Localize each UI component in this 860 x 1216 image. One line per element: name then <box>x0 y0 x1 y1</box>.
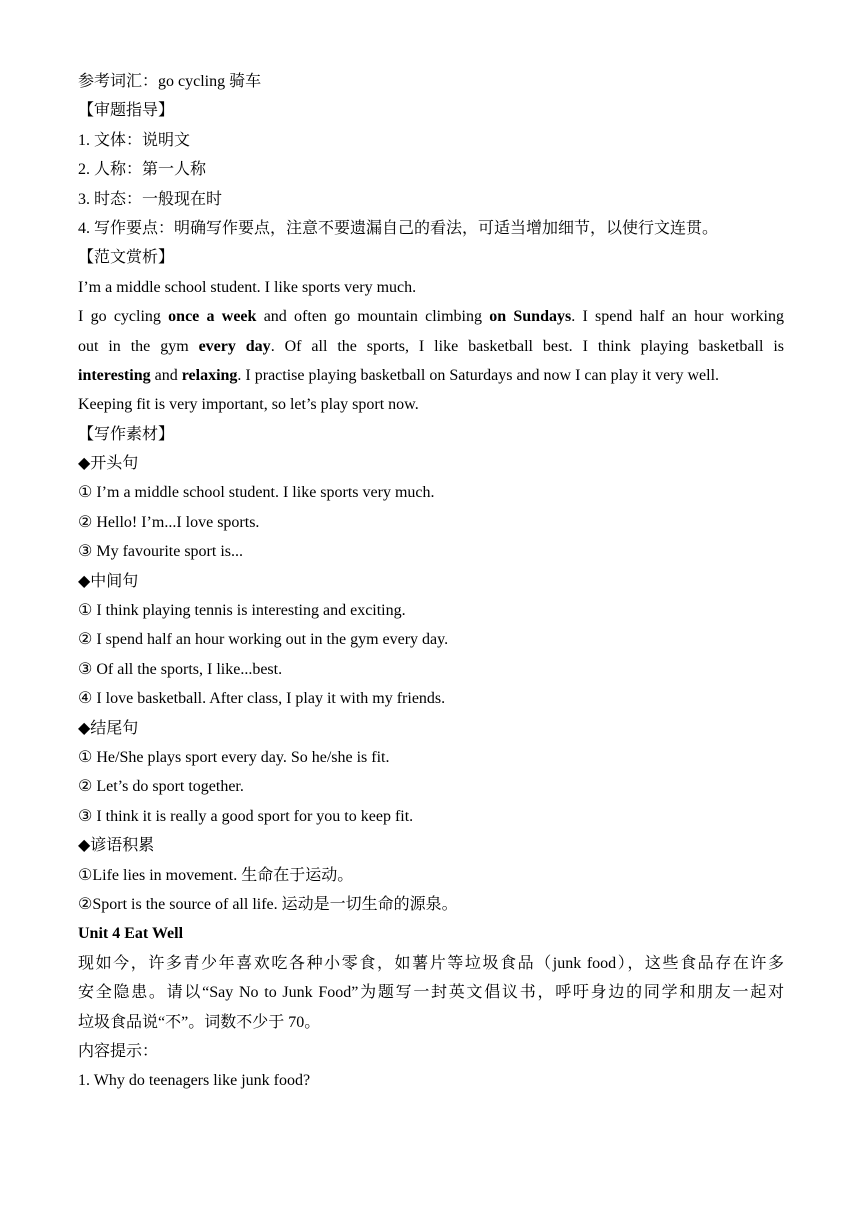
ending-item: ① He/She plays sport every day. So he/she is fit. <box>78 748 390 766</box>
guide-item: 1. 文体：说明文 <box>78 131 191 149</box>
proverb-item: ②Sport is the source of all life. 运动是一切生命的源泉。 <box>78 895 458 913</box>
middle-item: ③ Of all the sports, I like...best. <box>78 660 283 678</box>
opening-item: ② Hello! I’m...I love sports. <box>78 513 260 531</box>
hint-heading: 内容提示： <box>78 1042 159 1060</box>
model-paragraph-2-line-3 <box>78 361 784 390</box>
unit-title <box>78 919 784 948</box>
text-run: . I practise playing basketball on Saturdays and now I can play it very well. <box>237 366 720 384</box>
model-paragraph-1: I’m a middle school student. I like sports very much. <box>78 278 417 296</box>
opening-item: ③ My favourite sport is... <box>78 543 243 561</box>
proverb-item: ①Life lies in movement. 生命在于运动。 <box>78 866 354 884</box>
ending-item: ② Let’s do sport together. <box>78 778 244 796</box>
middle-heading: ◆中间句 <box>78 572 139 590</box>
guide-heading: 【审题指导】 <box>78 102 175 120</box>
text-run: and often go mountain climbing <box>256 308 490 326</box>
ending-item: ③ I think it is really a good sport for you to keep fit. <box>78 807 414 825</box>
model-paragraph-2-line-1 <box>78 302 784 331</box>
vocab-label: 参考词汇： <box>78 73 159 90</box>
model-heading: 【范文赏析】 <box>78 249 175 267</box>
model-paragraph-3: Keeping fit is very important, so let’s play sport now. <box>78 396 419 414</box>
middle-item: ② I spend half an hour working out in the gym every day. <box>78 631 449 649</box>
guide-item: 4. 写作要点：明确写作要点，注意不要遗漏自己的看法，可适当增加细节，以使行文连贯。 <box>78 219 719 237</box>
ending-heading: ◆结尾句 <box>78 719 139 737</box>
text-run: . Of all the sports, I like basketball best. I think playing basketball is <box>270 337 784 355</box>
hint-item: 1. Why do teenagers like junk food? <box>78 1072 311 1090</box>
guide-item: 2. 人称：第一人称 <box>78 161 207 179</box>
unit-title-text: Unit 4 Eat Well <box>78 925 184 943</box>
middle-item: ① I think playing tennis is interesting and exciting. <box>78 602 406 620</box>
bold-phrase: on Sundays <box>489 308 572 326</box>
bold-phrase: once a week <box>168 308 257 326</box>
guide-item: 3. 时态：一般现在时 <box>78 190 223 208</box>
bold-phrase: interesting <box>78 366 151 384</box>
text-run: . I spend half an hour working <box>571 308 784 326</box>
prompt-line: 现如今，许多青少年喜欢吃各种小零食，如薯片等垃圾食品（junk food），这些食品存在许多 <box>78 954 784 972</box>
text-run: I go cycling <box>78 308 169 326</box>
model-paragraph-2-line-2 <box>78 332 784 361</box>
proverbs-heading: ◆谚语积累 <box>78 837 155 855</box>
bold-phrase: relaxing <box>181 366 238 384</box>
vocab-line <box>78 67 784 96</box>
middle-item: ④ I love basketball. After class, I play it with my friends. <box>78 690 446 708</box>
vocab-text: go cycling 骑车 <box>158 73 262 90</box>
document-page <box>78 67 784 1096</box>
opening-heading: ◆开头句 <box>78 455 139 473</box>
text-run: out in the gym <box>78 337 199 355</box>
prompt-line: 安全隐患。请以“Say No to Junk Food”为题写一封英文倡议书，呼吁身边的同学和朋友一起对 <box>78 984 784 1002</box>
materials-heading: 【写作素材】 <box>78 425 175 443</box>
bold-phrase: every day <box>198 337 271 355</box>
prompt-line: 垃圾食品说“不”。词数不少于 70。 <box>78 1013 321 1031</box>
opening-item: ① I’m a middle school student. I like sports very much. <box>78 484 435 502</box>
text-run: and <box>150 366 182 384</box>
